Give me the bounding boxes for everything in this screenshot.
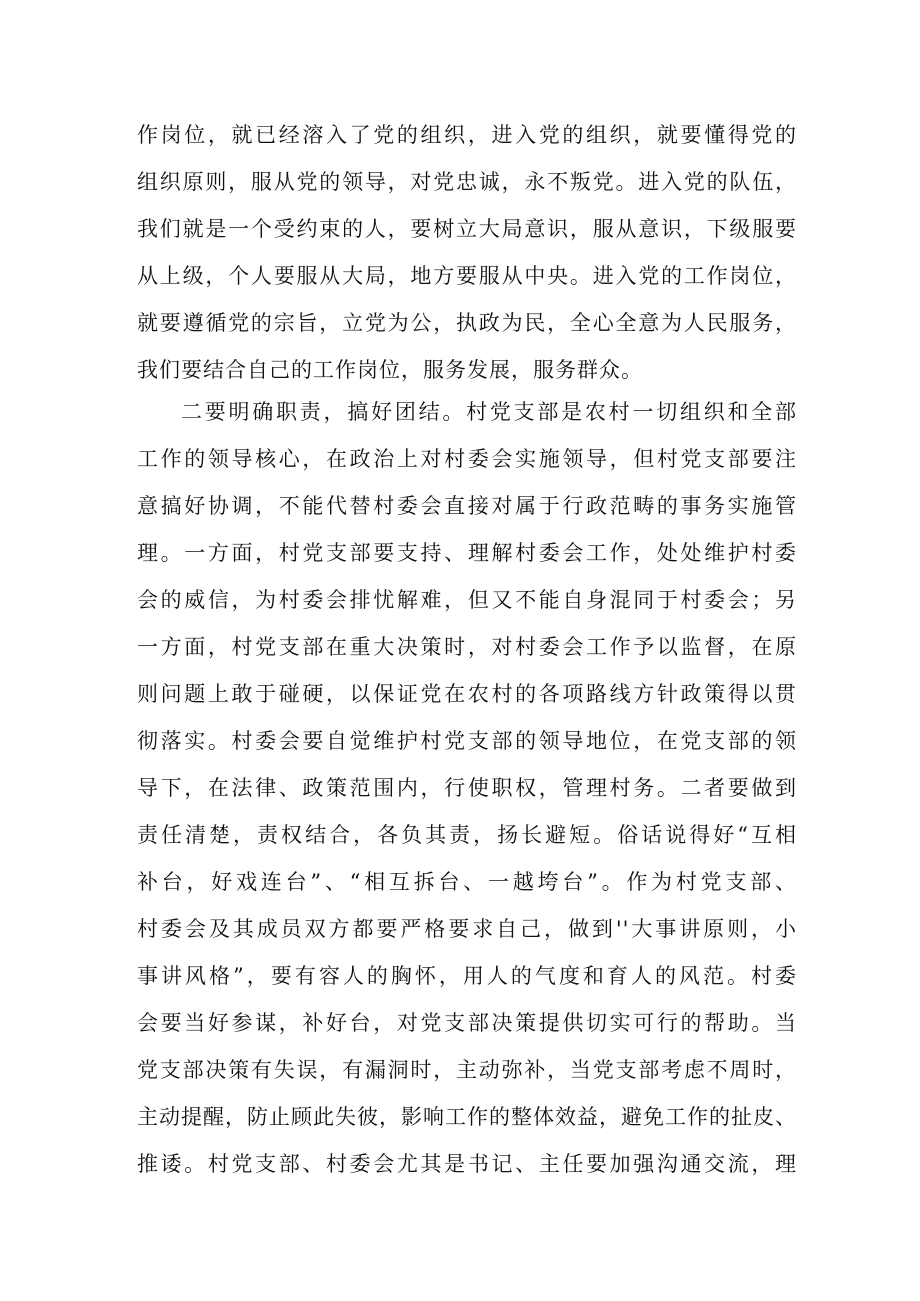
paragraph-line: 推诿。村党支部、村委会尤其是书记、主任要加强沟通交流，理: [137, 1152, 797, 1176]
paragraph-line: 理。一方面，村党支部要支持、理解村委会工作，处处维护村委: [137, 541, 797, 565]
paragraph-line: 会要当好参谋，补好台，对党支部决策提供切实可行的帮助。当: [137, 1011, 797, 1035]
paragraph-line: 从上级，个人要服从大局，地方要服从中央。进入党的工作岗位，: [137, 264, 797, 288]
paragraph-line: 一方面，村党支部在重大决策时，对村委会工作予以监督，在原: [137, 635, 797, 659]
paragraph-line: 主动提醒，防止顾此失彼，影响工作的整体效益，避免工作的扯皮、: [137, 1105, 797, 1129]
paragraph-line: 导下，在法律、政策范围内，行使职权，管理村务。二者要做到: [137, 776, 797, 800]
paragraph-line: 补台，好戏连台”、“相互拆台、一越垮台”。作为村党支部、: [137, 870, 797, 894]
paragraph-line: 责任清楚，责权结合，各负其责，扬长避短。俗话说得好“互相: [137, 823, 797, 847]
paragraph-line: 我们就是一个受约束的人，要树立大局意识，服从意识，下级服要: [137, 217, 797, 241]
paragraph-line: 事讲风格”，要有容人的胸怀，用人的气度和育人的风范。村委: [137, 964, 797, 988]
paragraph-2: [137, 389, 797, 1188]
paragraph-line: 组织原则，服从党的领导，对党忠诚，永不叛党。进入党的队伍，: [137, 170, 797, 194]
paragraph-line: 意搞好协调，不能代替村委会直接对属于行政范畴的事务实施管: [137, 494, 797, 518]
paragraph-line: 党支部决策有失误，有漏洞时，主动弥补，当党支部考虑不周时，: [137, 1058, 797, 1082]
paragraph-line: 二要明确职责，搞好团结。村党支部是农村一切组织和全部: [181, 400, 797, 424]
paragraph-line: 彻落实。村委会要自觉维护村党支部的领导地位，在党支部的领: [137, 729, 797, 753]
paragraph-line: 工作的领导核心，在政治上对村委会实施领导，但村党支部要注: [137, 447, 797, 471]
paragraph-line: 则问题上敢于碰硬，以保证党在农村的各项路线方针政策得以贯: [137, 682, 797, 706]
paragraph-line: 作岗位，就已经溶入了党的组织，进入党的组织，就要懂得党的: [137, 123, 797, 147]
paragraph-line: 就要遵循党的宗旨，立党为公，执政为民，全心全意为人民服务，: [137, 311, 797, 335]
paragraph-1: [137, 112, 797, 394]
paragraph-line: 村委会及其成员双方都要严格要求自己，做到''大事讲原则，小: [137, 917, 797, 941]
paragraph-line: 会的威信，为村委会排忧解难，但又不能自身混同于村委会；另: [137, 588, 797, 612]
paragraph-line: 我们要结合自己的工作岗位，服务发展，服务群众。: [137, 358, 643, 382]
